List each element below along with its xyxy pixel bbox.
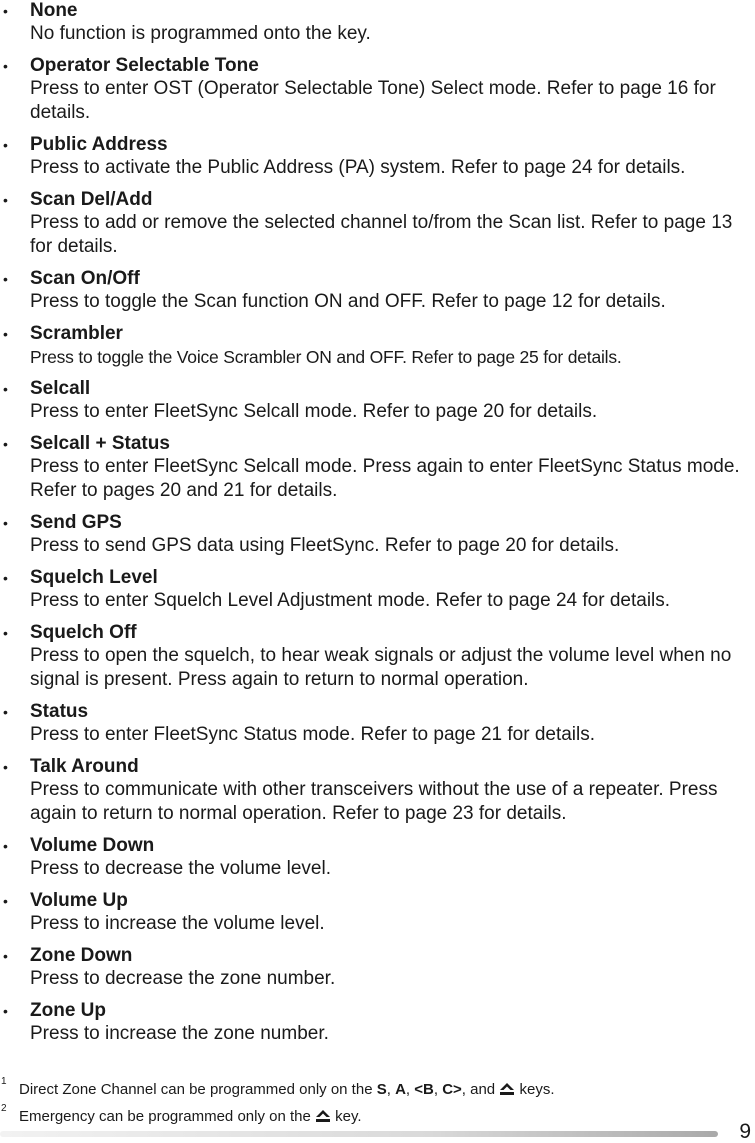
list-item-squelch-off xyxy=(0,622,755,692)
key-c-label: C> xyxy=(442,1081,462,1098)
item-description: Press to activate the Public Address (PA) system. Refer to page 24 for details. xyxy=(30,157,686,178)
item-title: Talk Around xyxy=(30,756,139,777)
item-description: Press to enter FleetSync Status mode. Refer to page 21 for details. xyxy=(30,724,596,745)
separator: , xyxy=(433,1081,443,1098)
list-item-send-gps xyxy=(0,512,755,558)
key-a-label: A xyxy=(395,1081,406,1098)
item-title: Volume Up xyxy=(30,890,128,911)
separator: , and xyxy=(461,1081,500,1098)
list-item-status xyxy=(0,701,755,747)
footnote-number: 1 xyxy=(1,1076,7,1087)
item-description: Press to increase the volume level. xyxy=(30,913,325,934)
bullet-icon: • xyxy=(3,625,8,641)
item-description: No function is programmed onto the key. xyxy=(30,23,371,44)
item-title: None xyxy=(30,0,78,21)
item-title: Scrambler xyxy=(30,323,123,344)
list-item-scrambler xyxy=(0,323,755,369)
list-item-selcall xyxy=(0,378,755,424)
list-item-scan-del-add xyxy=(0,189,755,259)
item-description: Press to toggle the Scan function ON and OFF. Refer to page 12 for details. xyxy=(30,291,666,312)
page-number: 9 xyxy=(739,1120,751,1143)
list-item-talk-around xyxy=(0,756,755,826)
item-description: Press to enter Squelch Level Adjustment mode. Refer to page 24 for details. xyxy=(30,590,671,611)
bullet-icon: • xyxy=(3,436,8,452)
bullet-icon: • xyxy=(3,515,8,531)
item-title: Volume Down xyxy=(30,835,155,856)
item-title: Squelch Level xyxy=(30,567,158,588)
bullet-icon: • xyxy=(3,838,8,854)
up-key-icon xyxy=(316,1105,330,1131)
footnote-number: 2 xyxy=(1,1103,7,1114)
item-description: Press to enter FleetSync Selcall mode. Press again to enter FleetSync Status mode. Refer to pages 20 and 21 for details. xyxy=(30,456,740,501)
item-title: Operator Selectable Tone xyxy=(30,55,259,76)
bullet-icon: • xyxy=(3,3,8,19)
item-description: Press to add or remove the selected channel to/from the Scan list. Refer to page 13 for details. xyxy=(30,212,733,257)
footnote-text-end: key. xyxy=(331,1108,362,1125)
key-b-label: <B xyxy=(414,1081,434,1098)
footnote-text-end: keys. xyxy=(515,1081,555,1098)
list-item-zone-down xyxy=(0,945,755,991)
item-description: Press to open the squelch, to hear weak signals or adjust the volume level when no signal is present. Press again to return to normal operation. xyxy=(30,645,732,690)
separator: , xyxy=(386,1081,396,1098)
item-title: Send GPS xyxy=(30,512,122,533)
item-description: Press to decrease the zone number. xyxy=(30,968,336,989)
item-description: Press to enter FleetSync Selcall mode. Refer to page 20 for details. xyxy=(30,401,598,422)
bullet-icon: • xyxy=(3,381,8,397)
list-item-scan-on-off xyxy=(0,268,755,314)
item-title: Public Address xyxy=(30,134,168,155)
bullet-icon: • xyxy=(3,948,8,964)
item-title: Squelch Off xyxy=(30,622,137,643)
bullet-icon: • xyxy=(3,271,8,287)
footnote-2 xyxy=(0,1104,700,1131)
bullet-icon: • xyxy=(3,759,8,775)
key-s-label: S xyxy=(376,1081,387,1098)
list-item-none xyxy=(0,0,755,46)
bullet-icon: • xyxy=(3,192,8,208)
list-item-volume-down xyxy=(0,835,755,881)
bullet-icon: • xyxy=(3,137,8,153)
bullet-icon: • xyxy=(3,326,8,342)
footnote-text: Emergency can be programmed only on the xyxy=(19,1108,315,1125)
list-item-squelch-level xyxy=(0,567,755,613)
footnote-text: Direct Zone Channel can be programmed only on the xyxy=(19,1081,377,1098)
item-description: Press to toggle the Voice Scrambler ON and OFF. Refer to page 25 for details. xyxy=(30,347,622,367)
bullet-icon: • xyxy=(3,58,8,74)
item-title: Scan On/Off xyxy=(30,268,140,289)
item-title: Zone Up xyxy=(30,1000,106,1021)
list-item-zone-up xyxy=(0,1000,755,1046)
up-key-icon xyxy=(500,1078,514,1104)
item-description: Press to decrease the volume level. xyxy=(30,858,331,879)
footnotes xyxy=(0,1077,700,1131)
item-title: Selcall xyxy=(30,378,91,399)
item-title: Zone Down xyxy=(30,945,133,966)
bullet-icon: • xyxy=(3,893,8,909)
item-title: Scan Del/Add xyxy=(30,189,153,210)
bullet-icon: • xyxy=(3,570,8,586)
list-item-selcall-status xyxy=(0,433,755,503)
footnote-1 xyxy=(0,1077,700,1104)
item-title: Status xyxy=(30,701,89,722)
footer-rule xyxy=(0,1131,718,1137)
bullet-icon: • xyxy=(3,1003,8,1019)
item-description: Press to enter OST (Operator Selectable Tone) Select mode. Refer to page 16 for details. xyxy=(30,78,716,123)
list-item-volume-up xyxy=(0,890,755,936)
bullet-icon: • xyxy=(3,704,8,720)
item-description: Press to send GPS data using FleetSync. Refer to page 20 for details. xyxy=(30,535,620,556)
list-item-operator-selectable-tone xyxy=(0,55,755,125)
list-item-public-address xyxy=(0,134,755,180)
item-description: Press to increase the zone number. xyxy=(30,1023,329,1044)
separator: , xyxy=(405,1081,415,1098)
item-title: Selcall + Status xyxy=(30,433,170,454)
item-description: Press to communicate with other transceivers without the use of a repeater. Press again to return to normal operation. Refer to page 23 for details. xyxy=(30,779,718,824)
